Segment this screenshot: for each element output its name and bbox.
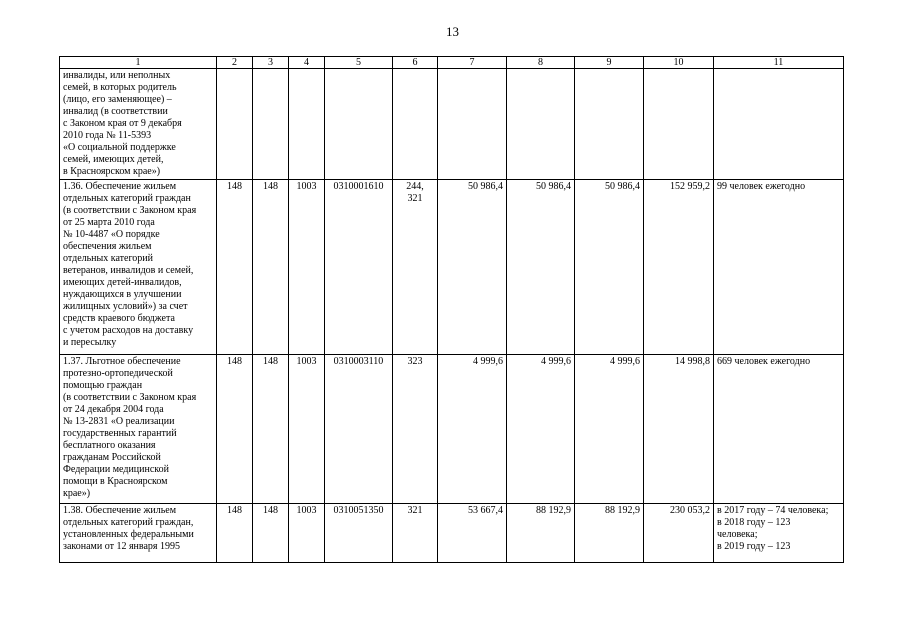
- page-number: 13: [446, 24, 459, 39]
- header-cell: 1: [60, 57, 217, 69]
- cell-col8: 88 192,9: [507, 504, 575, 563]
- cell-col9: [575, 69, 644, 180]
- cell-col2: [217, 69, 253, 180]
- cell-col10: [644, 69, 714, 180]
- cell-col10: 152 959,2: [644, 180, 714, 355]
- cell-col4: [289, 69, 325, 180]
- cell-col10: 230 053,2: [644, 504, 714, 563]
- cell-col2: 148: [217, 504, 253, 563]
- cell-col5: 0310003110: [325, 355, 393, 504]
- header-cell: 10: [644, 57, 714, 69]
- cell-col3: 148: [253, 180, 289, 355]
- row-description: 1.37. Льготное обеспечение протезно-ортопедической помощью граждан (в соответствии с Законом края от 24 декабря 2004 года № 13-2831 «О реализации государственных гарантий бесплатного оказания гражданам Российской Федерации медицинской помощи в Красноярском крае»): [60, 355, 217, 504]
- row-description: инвалиды, или неполных семей, в которых родитель (лицо, его заменяющее) – инвалид (в соответствии с Законом края от 9 декабря 2010 года № 11-5393 «О социальной поддержке семей, имеющих детей, в Красноярском крае»): [60, 69, 217, 180]
- cell-col8: 50 986,4: [507, 180, 575, 355]
- cell-col4: 1003: [289, 355, 325, 504]
- table-row: [60, 180, 844, 355]
- header-cell: 3: [253, 57, 289, 69]
- cell-col9: 50 986,4: [575, 180, 644, 355]
- cell-col6: [393, 69, 438, 180]
- header-cell: 5: [325, 57, 393, 69]
- table-header-row: [60, 57, 844, 69]
- cell-col3: [253, 69, 289, 180]
- cell-col6: 244, 321: [393, 180, 438, 355]
- cell-col9: 88 192,9: [575, 504, 644, 563]
- cell-col11: в 2017 году – 74 человека; в 2018 году – 123 человека; в 2019 году – 123: [714, 504, 844, 563]
- cell-col2: 148: [217, 355, 253, 504]
- cell-col9: 4 999,6: [575, 355, 644, 504]
- cell-col7: 4 999,6: [438, 355, 507, 504]
- cell-col7: 50 986,4: [438, 180, 507, 355]
- table-row: [60, 355, 844, 504]
- cell-col6: 323: [393, 355, 438, 504]
- table-row: [60, 504, 844, 563]
- cell-col5: 0310051350: [325, 504, 393, 563]
- table-row: [60, 69, 844, 180]
- cell-col6: 321: [393, 504, 438, 563]
- cell-col7: 53 667,4: [438, 504, 507, 563]
- cell-col5: 0310001610: [325, 180, 393, 355]
- cell-col11: 99 человек ежегодно: [714, 180, 844, 355]
- row-description: 1.38. Обеспечение жильем отдельных категорий граждан, установленных федеральными законами от 12 января 1995: [60, 504, 217, 563]
- cell-col7: [438, 69, 507, 180]
- header-cell: 8: [507, 57, 575, 69]
- budget-table: [59, 56, 844, 563]
- header-cell: 6: [393, 57, 438, 69]
- cell-col11: [714, 69, 844, 180]
- header-cell: 4: [289, 57, 325, 69]
- header-cell: 2: [217, 57, 253, 69]
- cell-col10: 14 998,8: [644, 355, 714, 504]
- row-description: 1.36. Обеспечение жильем отдельных категорий граждан (в соответствии с Законом края от 25 марта 2010 года № 10-4487 «О порядке обеспечения жильем отдельных категорий ветеранов, инвалидов и семей, имеющих детей-инвалидов, нуждающихся в улучшении жилищных условий») за счет средств краевого бюджета с учетом расходов на доставку и пересылку: [60, 180, 217, 355]
- cell-col3: 148: [253, 355, 289, 504]
- cell-col11: 669 человек ежегодно: [714, 355, 844, 504]
- header-cell: 9: [575, 57, 644, 69]
- header-cell: 7: [438, 57, 507, 69]
- cell-col5: [325, 69, 393, 180]
- cell-col8: [507, 69, 575, 180]
- cell-col8: 4 999,6: [507, 355, 575, 504]
- cell-col4: 1003: [289, 504, 325, 563]
- header-cell: 11: [714, 57, 844, 69]
- cell-col2: 148: [217, 180, 253, 355]
- cell-col4: 1003: [289, 180, 325, 355]
- cell-col3: 148: [253, 504, 289, 563]
